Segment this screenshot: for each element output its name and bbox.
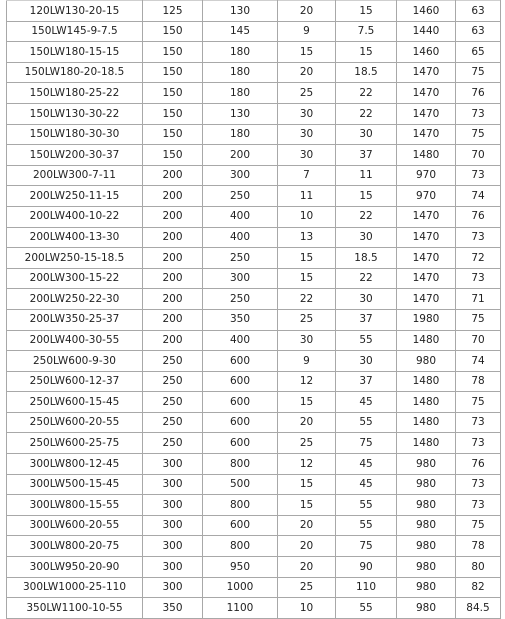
col3-cell: 800 — [203, 454, 278, 475]
col4-cell: 9 — [278, 21, 336, 42]
model-cell: 150LW200-30-37 — [7, 145, 143, 166]
col5-cell: 55 — [336, 495, 397, 516]
model-cell: 200LW400-10-22 — [7, 206, 143, 227]
col5-cell: 55 — [336, 412, 397, 433]
col5-cell: 7.5 — [336, 21, 397, 42]
col3-cell: 130 — [203, 1, 278, 22]
col5-cell: 22 — [336, 103, 397, 124]
col2-cell: 200 — [143, 268, 203, 289]
col4-cell: 22 — [278, 289, 336, 310]
col6-cell: 1460 — [397, 42, 456, 63]
table-row — [7, 21, 501, 42]
model-cell: 200LW300-7-11 — [7, 165, 143, 186]
col4-cell: 15 — [278, 268, 336, 289]
col7-cell: 82 — [456, 577, 501, 598]
col2-cell: 200 — [143, 227, 203, 248]
col7-cell: 72 — [456, 248, 501, 269]
table-row — [7, 392, 501, 413]
table-row — [7, 433, 501, 454]
col2-cell: 300 — [143, 495, 203, 516]
col2-cell: 300 — [143, 577, 203, 598]
col2-cell: 250 — [143, 392, 203, 413]
col4-cell: 11 — [278, 186, 336, 207]
col3-cell: 130 — [203, 103, 278, 124]
col3-cell: 500 — [203, 474, 278, 495]
col2-cell: 250 — [143, 433, 203, 454]
model-cell: 200LW250-11-15 — [7, 186, 143, 207]
col5-cell: 45 — [336, 474, 397, 495]
model-cell: 300LW800-20-75 — [7, 536, 143, 557]
col4-cell: 25 — [278, 577, 336, 598]
col4-cell: 7 — [278, 165, 336, 186]
col5-cell: 22 — [336, 206, 397, 227]
model-cell: 200LW250-15-18.5 — [7, 248, 143, 269]
table-row — [7, 206, 501, 227]
table-row — [7, 124, 501, 145]
col3-cell: 800 — [203, 536, 278, 557]
col2-cell: 150 — [143, 103, 203, 124]
model-cell: 150LW180-15-15 — [7, 42, 143, 63]
model-cell: 250LW600-15-45 — [7, 392, 143, 413]
table-row — [7, 1, 501, 22]
col3-cell: 180 — [203, 62, 278, 83]
col7-cell: 75 — [456, 309, 501, 330]
col2-cell: 200 — [143, 248, 203, 269]
table-row — [7, 165, 501, 186]
pump-spec-table — [6, 0, 501, 619]
col5-cell: 22 — [336, 83, 397, 104]
col5-cell: 22 — [336, 268, 397, 289]
col3-cell: 180 — [203, 83, 278, 104]
col5-cell: 15 — [336, 42, 397, 63]
col3-cell: 600 — [203, 392, 278, 413]
col5-cell: 30 — [336, 124, 397, 145]
model-cell: 150LW180-20-18.5 — [7, 62, 143, 83]
col3-cell: 600 — [203, 371, 278, 392]
col5-cell: 110 — [336, 577, 397, 598]
col3-cell: 400 — [203, 330, 278, 351]
col7-cell: 74 — [456, 351, 501, 372]
col2-cell: 200 — [143, 330, 203, 351]
col4-cell: 15 — [278, 474, 336, 495]
col7-cell: 70 — [456, 330, 501, 351]
col2-cell: 200 — [143, 289, 203, 310]
col6-cell: 1480 — [397, 412, 456, 433]
col6-cell: 1470 — [397, 268, 456, 289]
col7-cell: 75 — [456, 62, 501, 83]
col5-cell: 75 — [336, 536, 397, 557]
col3-cell: 800 — [203, 495, 278, 516]
col6-cell: 1470 — [397, 289, 456, 310]
col2-cell: 150 — [143, 42, 203, 63]
col4-cell: 15 — [278, 392, 336, 413]
col7-cell: 65 — [456, 42, 501, 63]
col6-cell: 980 — [397, 495, 456, 516]
model-cell: 200LW400-30-55 — [7, 330, 143, 351]
col6-cell: 1460 — [397, 1, 456, 22]
table-row — [7, 268, 501, 289]
table-row — [7, 495, 501, 516]
col3-cell: 600 — [203, 433, 278, 454]
col7-cell: 71 — [456, 289, 501, 310]
model-cell: 200LW250-22-30 — [7, 289, 143, 310]
col4-cell: 15 — [278, 495, 336, 516]
col7-cell: 70 — [456, 145, 501, 166]
table-row — [7, 371, 501, 392]
col5-cell: 15 — [336, 186, 397, 207]
table-row — [7, 330, 501, 351]
col7-cell: 73 — [456, 412, 501, 433]
col4-cell: 13 — [278, 227, 336, 248]
table-row — [7, 454, 501, 475]
col4-cell: 25 — [278, 433, 336, 454]
model-cell: 200LW400-13-30 — [7, 227, 143, 248]
col3-cell: 180 — [203, 42, 278, 63]
col4-cell: 30 — [278, 330, 336, 351]
col6-cell: 1480 — [397, 145, 456, 166]
col5-cell: 18.5 — [336, 62, 397, 83]
col4-cell: 9 — [278, 351, 336, 372]
col2-cell: 300 — [143, 536, 203, 557]
col3-cell: 400 — [203, 206, 278, 227]
col2-cell: 150 — [143, 62, 203, 83]
col6-cell: 980 — [397, 351, 456, 372]
col5-cell: 37 — [336, 371, 397, 392]
col5-cell: 75 — [336, 433, 397, 454]
col5-cell: 55 — [336, 515, 397, 536]
col6-cell: 1470 — [397, 206, 456, 227]
col4-cell: 20 — [278, 1, 336, 22]
model-cell: 300LW500-15-45 — [7, 474, 143, 495]
col7-cell: 73 — [456, 103, 501, 124]
col7-cell: 80 — [456, 557, 501, 578]
col7-cell: 73 — [456, 268, 501, 289]
col2-cell: 150 — [143, 83, 203, 104]
col3-cell: 600 — [203, 412, 278, 433]
model-cell: 120LW130-20-15 — [7, 1, 143, 22]
col4-cell: 20 — [278, 412, 336, 433]
table-row — [7, 83, 501, 104]
col4-cell: 20 — [278, 62, 336, 83]
col4-cell: 15 — [278, 248, 336, 269]
table-row — [7, 289, 501, 310]
col4-cell: 12 — [278, 371, 336, 392]
col5-cell: 90 — [336, 557, 397, 578]
table-row — [7, 309, 501, 330]
col2-cell: 300 — [143, 557, 203, 578]
col6-cell: 980 — [397, 557, 456, 578]
col7-cell: 76 — [456, 206, 501, 227]
table-row — [7, 145, 501, 166]
col6-cell: 1480 — [397, 433, 456, 454]
col6-cell: 1470 — [397, 62, 456, 83]
col7-cell: 73 — [456, 474, 501, 495]
col7-cell: 84.5 — [456, 598, 501, 619]
col7-cell: 78 — [456, 371, 501, 392]
col3-cell: 350 — [203, 309, 278, 330]
col6-cell: 980 — [397, 474, 456, 495]
col4-cell: 12 — [278, 454, 336, 475]
col4-cell: 30 — [278, 103, 336, 124]
col4-cell: 20 — [278, 515, 336, 536]
col4-cell: 25 — [278, 83, 336, 104]
col3-cell: 600 — [203, 515, 278, 536]
col3-cell: 1000 — [203, 577, 278, 598]
col4-cell: 10 — [278, 206, 336, 227]
table-row — [7, 186, 501, 207]
col4-cell: 20 — [278, 557, 336, 578]
col3-cell: 250 — [203, 248, 278, 269]
col7-cell: 75 — [456, 392, 501, 413]
col7-cell: 73 — [456, 495, 501, 516]
col6-cell: 970 — [397, 165, 456, 186]
col6-cell: 1480 — [397, 330, 456, 351]
model-cell: 150LW180-30-30 — [7, 124, 143, 145]
model-cell: 200LW350-25-37 — [7, 309, 143, 330]
table-row — [7, 598, 501, 619]
col6-cell: 980 — [397, 536, 456, 557]
col2-cell: 300 — [143, 515, 203, 536]
col7-cell: 73 — [456, 165, 501, 186]
pump-spec-table-body — [7, 1, 501, 619]
col6-cell: 980 — [397, 598, 456, 619]
model-cell: 250LW600-9-30 — [7, 351, 143, 372]
col2-cell: 350 — [143, 598, 203, 619]
col6-cell: 980 — [397, 577, 456, 598]
col3-cell: 950 — [203, 557, 278, 578]
col2-cell: 200 — [143, 309, 203, 330]
col7-cell: 73 — [456, 433, 501, 454]
col6-cell: 1470 — [397, 83, 456, 104]
col4-cell: 30 — [278, 124, 336, 145]
table-row — [7, 577, 501, 598]
table-row — [7, 248, 501, 269]
col4-cell: 20 — [278, 536, 336, 557]
col7-cell: 78 — [456, 536, 501, 557]
col2-cell: 250 — [143, 351, 203, 372]
col7-cell: 74 — [456, 186, 501, 207]
col2-cell: 125 — [143, 1, 203, 22]
col3-cell: 250 — [203, 289, 278, 310]
col6-cell: 1480 — [397, 371, 456, 392]
col3-cell: 400 — [203, 227, 278, 248]
col2-cell: 200 — [143, 206, 203, 227]
model-cell: 350LW1100-10-55 — [7, 598, 143, 619]
col7-cell: 76 — [456, 83, 501, 104]
col7-cell: 75 — [456, 515, 501, 536]
col3-cell: 180 — [203, 124, 278, 145]
col4-cell: 25 — [278, 309, 336, 330]
col2-cell: 250 — [143, 371, 203, 392]
col7-cell: 76 — [456, 454, 501, 475]
col6-cell: 1470 — [397, 227, 456, 248]
model-cell: 150LW145-9-7.5 — [7, 21, 143, 42]
table-row — [7, 515, 501, 536]
col3-cell: 1100 — [203, 598, 278, 619]
table-row — [7, 536, 501, 557]
col5-cell: 55 — [336, 330, 397, 351]
col3-cell: 200 — [203, 145, 278, 166]
model-cell: 300LW800-12-45 — [7, 454, 143, 475]
col5-cell: 11 — [336, 165, 397, 186]
col5-cell: 15 — [336, 1, 397, 22]
col2-cell: 200 — [143, 186, 203, 207]
model-cell: 250LW600-12-37 — [7, 371, 143, 392]
col4-cell: 30 — [278, 145, 336, 166]
table-row — [7, 412, 501, 433]
col7-cell: 63 — [456, 1, 501, 22]
col3-cell: 145 — [203, 21, 278, 42]
col6-cell: 980 — [397, 454, 456, 475]
col4-cell: 15 — [278, 42, 336, 63]
col7-cell: 75 — [456, 124, 501, 145]
model-cell: 200LW300-15-22 — [7, 268, 143, 289]
col2-cell: 200 — [143, 165, 203, 186]
col7-cell: 63 — [456, 21, 501, 42]
col7-cell: 73 — [456, 227, 501, 248]
table-row — [7, 42, 501, 63]
col6-cell: 1480 — [397, 392, 456, 413]
col6-cell: 970 — [397, 186, 456, 207]
col5-cell: 30 — [336, 289, 397, 310]
table-row — [7, 62, 501, 83]
col5-cell: 55 — [336, 598, 397, 619]
model-cell: 300LW1000-25-110 — [7, 577, 143, 598]
col5-cell: 45 — [336, 392, 397, 413]
col2-cell: 150 — [143, 124, 203, 145]
table-row — [7, 103, 501, 124]
col5-cell: 37 — [336, 309, 397, 330]
col6-cell: 1470 — [397, 103, 456, 124]
model-cell: 300LW800-15-55 — [7, 495, 143, 516]
model-cell: 300LW950-20-90 — [7, 557, 143, 578]
col6-cell: 1470 — [397, 248, 456, 269]
col5-cell: 30 — [336, 351, 397, 372]
model-cell: 250LW600-20-55 — [7, 412, 143, 433]
model-cell: 150LW180-25-22 — [7, 83, 143, 104]
col2-cell: 150 — [143, 145, 203, 166]
col4-cell: 10 — [278, 598, 336, 619]
col5-cell: 18.5 — [336, 248, 397, 269]
col6-cell: 1470 — [397, 124, 456, 145]
col3-cell: 250 — [203, 186, 278, 207]
col2-cell: 250 — [143, 412, 203, 433]
col6-cell: 1980 — [397, 309, 456, 330]
col3-cell: 300 — [203, 165, 278, 186]
model-cell: 300LW600-20-55 — [7, 515, 143, 536]
table-row — [7, 557, 501, 578]
table-row — [7, 351, 501, 372]
col5-cell: 37 — [336, 145, 397, 166]
col2-cell: 300 — [143, 474, 203, 495]
col6-cell: 1440 — [397, 21, 456, 42]
model-cell: 150LW130-30-22 — [7, 103, 143, 124]
table-row — [7, 227, 501, 248]
col3-cell: 600 — [203, 351, 278, 372]
col3-cell: 300 — [203, 268, 278, 289]
col6-cell: 980 — [397, 515, 456, 536]
table-row — [7, 474, 501, 495]
col2-cell: 150 — [143, 21, 203, 42]
model-cell: 250LW600-25-75 — [7, 433, 143, 454]
col5-cell: 30 — [336, 227, 397, 248]
pump-spec-sheet — [6, 0, 500, 614]
col5-cell: 45 — [336, 454, 397, 475]
col2-cell: 300 — [143, 454, 203, 475]
